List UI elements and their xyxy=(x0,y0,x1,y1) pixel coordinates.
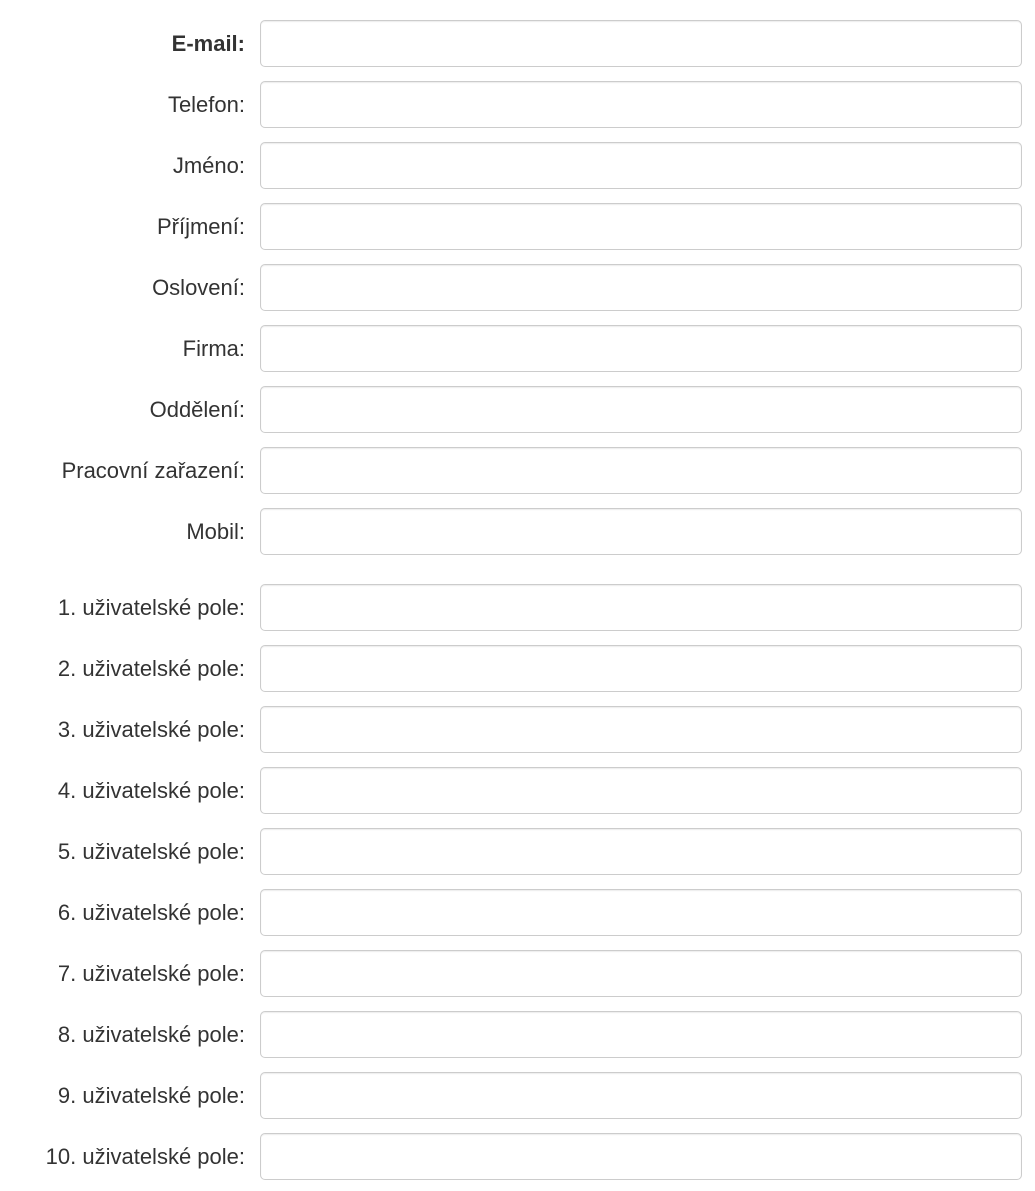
first-name-label: Jméno: xyxy=(172,153,245,178)
form-row-custom-5 xyxy=(0,828,1035,875)
form-row-custom-10 xyxy=(0,1133,1035,1180)
custom-field-2-label: 2. uživatelské pole: xyxy=(57,656,245,681)
last-name-label: Příjmení: xyxy=(156,214,245,239)
form-row-job-title xyxy=(0,447,1035,494)
form-row-mobile xyxy=(0,508,1035,555)
custom-field-7-label: 7. uživatelské pole: xyxy=(57,961,245,986)
custom-field-1[interactable] xyxy=(260,584,1022,631)
custom-field-4-label: 4. uživatelské pole: xyxy=(57,778,245,803)
form-row-custom-3 xyxy=(0,706,1035,753)
company-label: Firma: xyxy=(182,336,245,361)
custom-field-3-label: 3. uživatelské pole: xyxy=(57,717,245,742)
custom-field-9-label: 9. uživatelské pole: xyxy=(57,1083,245,1108)
form-row-custom-6 xyxy=(0,889,1035,936)
form-row-email xyxy=(0,20,1035,67)
form-row-salutation xyxy=(0,264,1035,311)
salutation-field[interactable] xyxy=(260,264,1022,311)
form-row-custom-4 xyxy=(0,767,1035,814)
custom-field-6-label: 6. uživatelské pole: xyxy=(57,900,245,925)
custom-field-9[interactable] xyxy=(260,1072,1022,1119)
form-row-custom-1 xyxy=(0,584,1035,631)
custom-field-2[interactable] xyxy=(260,645,1022,692)
custom-field-3[interactable] xyxy=(260,706,1022,753)
form-row-last-name xyxy=(0,203,1035,250)
job-title-field[interactable] xyxy=(260,447,1022,494)
last-name-field[interactable] xyxy=(260,203,1022,250)
custom-field-8[interactable] xyxy=(260,1011,1022,1058)
company-field[interactable] xyxy=(260,325,1022,372)
custom-field-8-label: 8. uživatelské pole: xyxy=(57,1022,245,1047)
custom-field-10-label: 10. uživatelské pole: xyxy=(45,1144,245,1169)
custom-field-5-label: 5. uživatelské pole: xyxy=(57,839,245,864)
form-row-department xyxy=(0,386,1035,433)
custom-field-10[interactable] xyxy=(260,1133,1022,1180)
phone-field[interactable] xyxy=(260,81,1022,128)
department-field[interactable] xyxy=(260,386,1022,433)
mobile-field[interactable] xyxy=(260,508,1022,555)
first-name-field[interactable] xyxy=(260,142,1022,189)
form-row-custom-7 xyxy=(0,950,1035,997)
form-row-custom-9 xyxy=(0,1072,1035,1119)
form-row-phone xyxy=(0,81,1035,128)
custom-field-4[interactable] xyxy=(260,767,1022,814)
custom-field-7[interactable] xyxy=(260,950,1022,997)
phone-label: Telefon: xyxy=(167,92,245,117)
form-row-company xyxy=(0,325,1035,372)
mobile-label: Mobil: xyxy=(186,519,245,544)
custom-field-6[interactable] xyxy=(260,889,1022,936)
custom-field-1-label: 1. uživatelské pole: xyxy=(57,595,245,620)
email-label: E-mail: xyxy=(171,31,245,56)
form-row-first-name xyxy=(0,142,1035,189)
email-field[interactable] xyxy=(260,20,1022,67)
salutation-label: Oslovení: xyxy=(152,275,245,300)
custom-field-5[interactable] xyxy=(260,828,1022,875)
job-title-label: Pracovní zařazení: xyxy=(61,458,245,483)
form-row-custom-2 xyxy=(0,645,1035,692)
form-row-custom-8 xyxy=(0,1011,1035,1058)
department-label: Oddělení: xyxy=(149,397,245,422)
